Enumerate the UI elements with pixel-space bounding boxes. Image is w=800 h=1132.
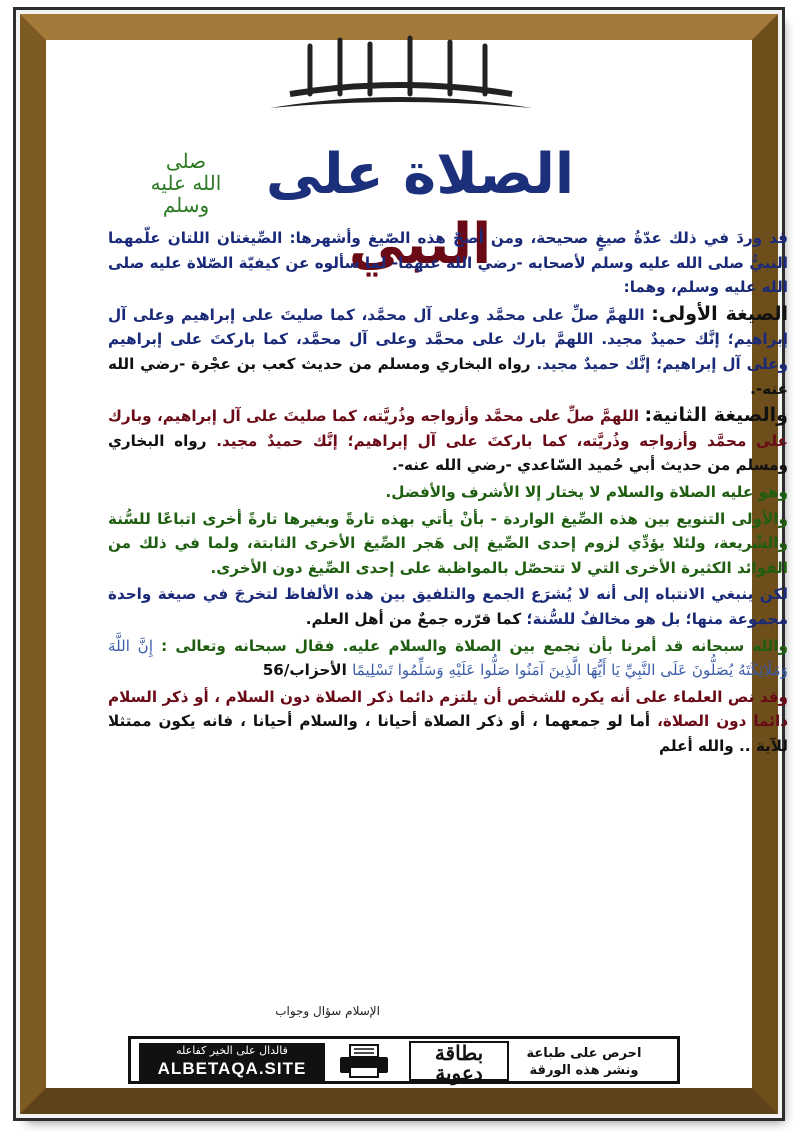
footer-motto: فالدال على الخير كفاعله <box>176 1044 288 1057</box>
scholars-text-end: أما لو جمعهما ، أو ذكر الصلاة أحيانا ، والسلام أحيانا ، فانه يكون ممتثلا للآية .. والله أعلم <box>108 712 788 755</box>
intro-paragraph <box>108 226 788 300</box>
footer-print-note <box>499 1045 669 1081</box>
warning-text-end: كما قرّره جمعٌ من أهل العلم. <box>305 609 522 628</box>
footer-print-line2: ونشر هذه الورقة <box>529 1063 639 1078</box>
scholars-text: وقد نص العلماء على أنه يكره للشخص أن يلتزم دائما ذكر الصلاة دون السلام ، أو ذكر السلام دائما دون الصلاة، <box>108 687 789 731</box>
second-formula-source: رواه البخاري ومسلم من حديث أبي حُميد السّاعدي -رضي الله عنه-. <box>108 431 788 475</box>
title-part2: النبي <box>348 212 492 277</box>
intro-text: قد وردَ في ذلك عدّةُ صيغٍ صحيحة، ومن أصحّ هذه الصّيغ وأشهرها: الصِّيغتان اللتان علّمهما النبيُّ صلى الله عليه وسلم لأصحابه -رضي الله عنهما- لما سألوه عن كيفيّة الصّلاة عليه صلى الله عليه وسلم، وهما: <box>108 229 788 297</box>
first-formula-text: اللهمَّ صلِّ على محمَّد وعلى آل محمَّد، كما صليتَ على إبراهيم وعلى آل إبراهيم؛ إنَّك حميدٌ مجيد. اللهمَّ بارك على محمَّد وعلى آل محمَّد، كما باركتَ على إبراهيم وعلى آل إبراهيم؛ إنَّك حميدٌ مجيد. <box>108 305 788 373</box>
warning-paragraph <box>108 582 788 631</box>
source-credit: الإسلام سؤال وجواب <box>275 1004 380 1018</box>
printer-icon <box>336 1043 392 1079</box>
footer-banner <box>128 1036 680 1084</box>
scholars-paragraph <box>108 685 788 759</box>
basmala-calligraphy <box>250 16 550 126</box>
best-choice-paragraph <box>108 480 788 505</box>
variation-text: والأولى التنويع بين هذه الصِّيغ الواردة - بأنْ يأتي بهذه تارةً وبغيرها تارةً أخرى اتباعًا للسُّنة والشّريعة، ولئلا يؤدِّي لزوم إحدى الصِّيغ إلى هَجر الصِّيغ الأخرى الثابتة، ولما في ذلك من الفوائد الكثيرة الأخرى التي لا تتحصّل بالمواظبة على إحدى الصِّيغ دون الأخرى. <box>108 509 788 577</box>
footer-site-box <box>139 1043 325 1083</box>
footer-print-line1: احرص على طباعة <box>526 1046 642 1061</box>
first-formula <box>108 302 788 401</box>
verse-intro: والله سبحانه قد أمرنا بأن نجمع بين الصلاة والسلام عليه. فقال سبحانه وتعالى : <box>161 636 789 655</box>
verse-reference: الأحزاب/56 <box>262 661 347 680</box>
page-title <box>200 140 640 277</box>
quran-verse: إِنَّ اللَّهَ وَمَلَائِكَتَهُ يُصَلُّونَ عَلَى النَّبِيِّ يَا أَيُّهَا الَّذِينَ آمَنُوا صَلُّوا عَلَيْهِ وَسَلِّمُوا تَسْلِيمًا <box>108 636 788 680</box>
verse-paragraph <box>108 634 788 683</box>
variation-paragraph <box>108 507 788 581</box>
second-formula-text: اللهمَّ صلِّ على محمَّد وأزواجه وذُريَّته، كما صليتَ على آل إبراهيم، وبارك على محمَّد وأزواجه وذُريَّته، كما باركتَ على آل إبراهيم؛ إنَّك حميدٌ مجيد. <box>108 407 788 450</box>
albetaqa-logo: بطاقة دعوية <box>409 1041 509 1081</box>
footer-site-url[interactable]: ALBETAQA.SITE <box>157 1059 307 1078</box>
second-formula <box>108 403 788 478</box>
salutation-calligraphy: صلى الله عليه وسلم <box>150 149 222 217</box>
first-formula-heading: الصيغة الأولى: <box>651 302 788 325</box>
second-formula-heading: والصيغة الثانية: <box>644 404 788 427</box>
first-formula-source: رواه البخاري ومسلم من حديث كعب بن عجْرة -رضي الله عنه-. <box>108 354 788 398</box>
best-choice-text: وهو عليه الصلاة والسلام لا يختار إلا الأشرف والأفضل. <box>385 482 788 501</box>
title-part1: الصلاة على <box>265 142 575 207</box>
warning-text: لكن ينبغي الانتباه إلى أنه لا يُشرَع الجمع والتلفيق بين هذه الألفاظ لتخرجَ في صيغة واحدة مجموعة منها؛ بل هو مخالفٌ للسُّنة؛ <box>108 585 788 628</box>
article-body <box>108 226 788 760</box>
